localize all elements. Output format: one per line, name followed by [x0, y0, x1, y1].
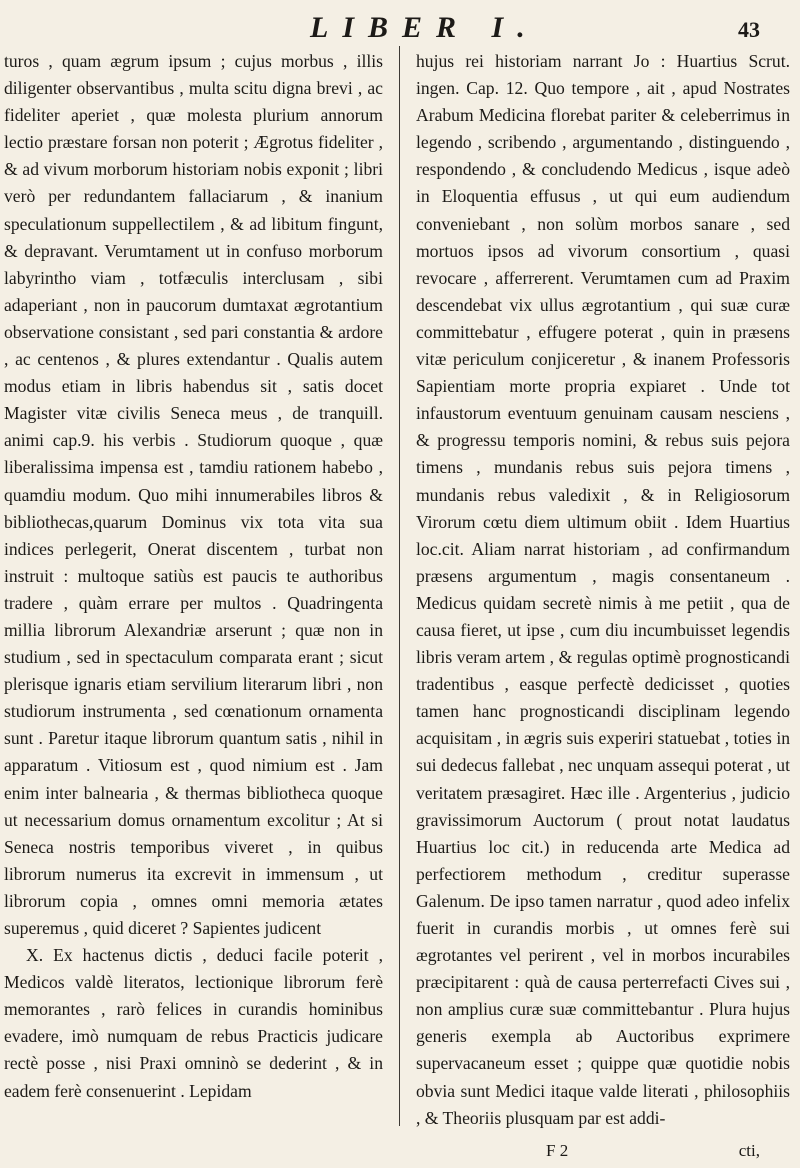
left-column — [4, 48, 383, 1138]
running-title: LIBER I. — [310, 11, 539, 44]
catchword: cti, — [738, 1141, 760, 1160]
running-head — [40, 10, 760, 46]
printer-signature: F 2 — [546, 1141, 569, 1160]
page-number: 43 — [738, 17, 760, 42]
right-paragraph-1: hujus rei historiam narrant Jo : Huartius Scrut. ingen. Cap. 12. Quo tempore , ait , apud Nostrates Arabum Medicina florebat pariter & celeberrimus in legendo , scribendo , argumentando , distinguendo , respondendo , & concludendo Medicus , isque adeò in Eloquentia effusus , ut qui eum audiendum conveniebant , non solùm morbos sanare , sed mortuos ipsos ad vivorum consortium , quasi revocare , afferrerent. Verumtamen cum ad Praxim descendebat vix ullus ægrotantium , qui suæ curæ committebatur , effugere poterat , quin in præsens vitæ periculum conjiceretur , & inanem Professoris Sapientiam morte propria expiaret . Unde tot infaustorum eventuum genuinam causam nesciens , & progressu temporis nomini, & rebus suis pejora timens , mundanis rebus suis pejora timens , mundanis rebus valedixit , & in Religiosorum Virorum cœtu diem ultimum obiit . Idem Huartius loc.cit. Aliam narrat historiam , ad confirmandum præsens argumentum , magis consentaneum . Medicus quidam secretè nimis à me petiit , qua de causa fieret, ut ipse , cum diu incumbuisset legendis libris veram artem , & regulas optimè prognosticandi tradentibus , easque perfectè dedicisset , quoties tamen hanc prognosticandi disciplinam legendo acquisitam , in ægris suis experiri statuebat , toties in sui dedecus fallebat , nec unquam assequi poterat , ut veritatem præsagiret. Hæc ille . Argenterius , judicio gravissimorum Auctorum ( prout notat laudatus Huartius loc cit.) in reducenda arte Medica ad perfectiorem methodum , creditur superasse Galenum. De ipso tamen narratur , quod adeo infelix fuerit in curandis morbis , ut omnes ferè sui ægrotantes vel perirent , vel in morbos incurabiles præcipitarent : quà de causa perterrefacti Cives sui , non amplius curæ suæ committebantur . Plura hujus generis exempla ab Auctoribus exprimere supervacaneum esset ; quippe quæ quotidie nobis obvia sunt Medici itaque valde literati , philosophiis , & Theoriis plusquam par est addi- — [416, 51, 790, 1128]
left-paragraph-2: X. Ex hactenus dictis , deduci facile poterit , Medicos valdè literatos, lectionique librorum ferè memorantes , rarò felices in curandis hominibus evadere, imò numquam de rebus Practicis judicare rectè posse , nisi Praxi omninò se dederint , & in eadem ferè consenuerint . Lepidam — [4, 945, 383, 1101]
right-column — [416, 48, 790, 1138]
left-paragraph-1: turos , quam ægrum ipsum ; cujus morbus , illis diligenter observantibus , multa scitu digna brevi , ac fideliter aperiet , quæ molesta plurium annorum lectio præstare forsan non poterit ; Ægrotus fideliter , & ad vivum morborum historiam nobis exponit ; libri verò per redundantem fallaciarum , & inanium speculationum suppellectilem , & ad libitum fingunt, & depravant. Verumtament ut in confuso morborum labyrintho viam , totfæculis interclusam , sibi adaperiant , non in paucorum dumtaxat ægrotantium observatione consistant , sed pari constantia & ardore , ac centenos , & plures extendantur . Qualis autem modus etiam in libris habendus sit , satis docet Magister vitæ civilis Seneca meus , de tranquill. animi cap.9. his verbis . Studiorum quoque , quæ liberalissima impensa est , tamdiu rationem habebo , quamdiu modum. Quo mihi innumerabiles libros & bibliothecas,quarum Dominus vix tota vita sua indices perlegerit, Onerat discentem , turbat non instruit : multoque satiùs est paucis te authoribus tradere , quàm errare per multos . Quadringenta millia librorum Alexandriæ arserunt ; quæ non in studium , sed in spectaculum comparata erant ; sicut plerisque ignaris etiam servilium literarum libri , non studiorum instrumenta , sed cœnationum ornamenta sunt . Paretur itaque librorum quantum satis , nihil in apparatum . Vitiosum est , quod nimium est . Jam enim inter balnearia , & thermas bibliotheca quoque ut necessarium domus ornamentum excolitur ; At si Seneca nostris temporibus viveret , in quibus librorum numerus ita excrevit in immensum , ut librorum copia , omnes omni memoria ætates superemus , quid diceret ? Sapientes judicent — [4, 51, 383, 938]
column-divider — [399, 46, 400, 1126]
